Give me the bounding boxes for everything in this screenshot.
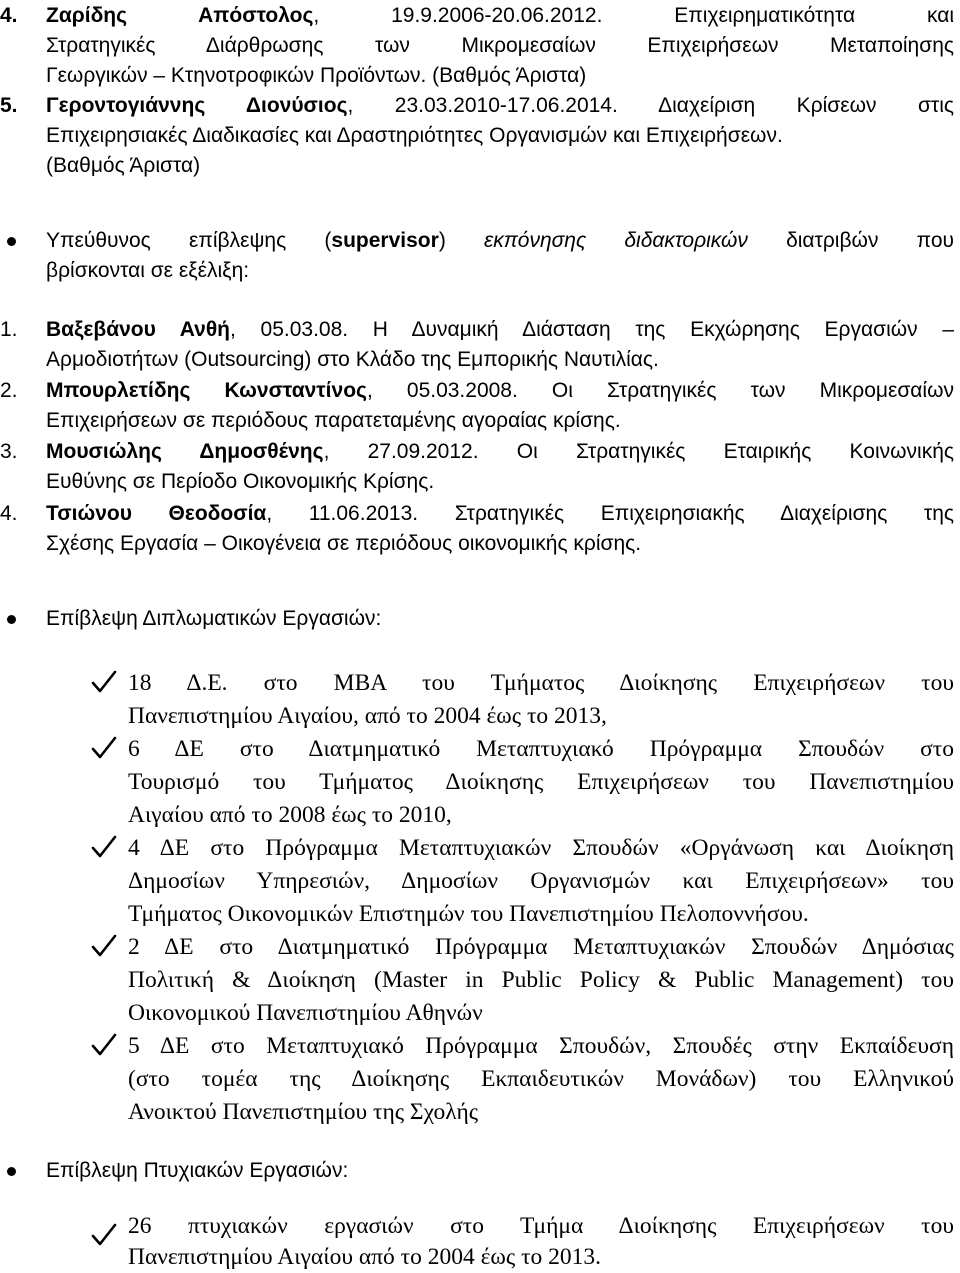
checkmark-icon bbox=[91, 1223, 117, 1247]
student-name: Βαξεβάνου Ανθή bbox=[46, 318, 230, 341]
list-item: 4 ΔΕ στο Πρόγραμμα Μεταπτυχιακών Σπουδών «Οργάνωση και Διοίκηση bbox=[128, 835, 954, 861]
list-item-continuation: Στρατηγικές Διάρθρωσης των Μικρομεσαίων Επιχειρήσεων Μεταποίησης bbox=[46, 34, 954, 57]
list-item: 6 ΔΕ στο Διατμηματικό Μεταπτυχιακό Πρόγραμμα Σπουδών στο bbox=[128, 736, 954, 762]
checkmark-icon bbox=[91, 934, 117, 958]
list-item-continuation: Πανεπιστημίου Αιγαίου από το 2004 έως το 2013. bbox=[128, 1244, 602, 1270]
student-name: Μουσιώλης Δημοσθένης bbox=[46, 440, 324, 463]
list-item-continuation: Πανεπιστημίου Αιγαίου, από το 2004 έως το 2013, bbox=[128, 703, 607, 729]
student-name: Τσιώνου Θεοδοσία bbox=[46, 502, 267, 525]
list-item-continuation: Αρμοδιοτήτων (Outsourcing) στο Κλάδο της Εμπορικής Ναυτιλίας. bbox=[46, 348, 659, 371]
list-item-continuation: Ανοικτού Πανεπιστημίου της Σχολής bbox=[128, 1099, 479, 1125]
checkmark-icon bbox=[91, 670, 117, 694]
section-heading-supervisor: Υπεύθυνος επίβλεψης (supervisor) εκπόνησης διδακτορικών διατριβών που bbox=[46, 229, 954, 252]
checkmark-icon bbox=[91, 1033, 117, 1057]
list-number: 1. bbox=[0, 318, 18, 341]
list-number: 3. bbox=[0, 440, 18, 463]
list-item: 2 ΔΕ στο Διατμηματικό Πρόγραμμα Μεταπτυχιακών Σπουδών Δημόσιας bbox=[128, 934, 954, 960]
bullet-icon bbox=[7, 1167, 16, 1176]
bullet-icon bbox=[7, 615, 16, 624]
student-name: Γεροντογιάννης Διονύσιος bbox=[46, 94, 348, 117]
list-item: Γεροντογιάννης Διονύσιος, 23.03.2010-17.06.2014. Διαχείριση Κρίσεων στις bbox=[46, 94, 955, 117]
list-item: 18 Δ.Ε. στο ΜΒΑ του Τμήματος Διοίκησης Επιχειρήσεων του bbox=[128, 670, 954, 696]
list-item-continuation: Ευθύνης σε Περίοδο Οικονομικής Κρίσης. bbox=[46, 470, 435, 493]
list-item: 26 πτυχιακών εργασιών στο Τμήμα Διοίκησης Επιχειρήσεων του bbox=[128, 1213, 954, 1239]
list-item-continuation: Αιγαίου από το 2008 έως το 2010, bbox=[128, 802, 452, 828]
list-item-continuation: (στο τομέα της Διοίκησης Εκπαιδευτικών Μονάδων) του Ελληνικού bbox=[128, 1066, 954, 1092]
list-item-continuation: Τμήματος Οικονομικών Επιστημών του Πανεπιστημίου Πελοποννήσου. bbox=[128, 901, 809, 927]
list-item-continuation: Οικονομικού Πανεπιστημίου Αθηνών bbox=[128, 1000, 483, 1026]
section-heading-continuation: βρίσκονται σε εξέλιξη: bbox=[46, 259, 250, 282]
list-item: 5 ΔΕ στο Μεταπτυχιακό Πρόγραμμα Σπουδών, Σπουδές στην Εκπαίδευση bbox=[128, 1033, 954, 1059]
list-item-continuation: Επιχειρησιακές Διαδικασίες και Δραστηριότητες Οργανισμών και Επιχειρήσεων. bbox=[46, 124, 783, 147]
list-item: Ζαρίδης Απόστολος, 19.9.2006-20.06.2012. Επιχειρηματικότητα και bbox=[46, 4, 954, 27]
list-item: Βαξεβάνου Ανθή, 05.03.08. Η Δυναμική Διάσταση της Εκχώρησης Εργασιών – bbox=[46, 318, 954, 341]
list-item-continuation: Τουρισμό του Τμήματος Διοίκησης Επιχειρήσεων του Πανεπιστημίου bbox=[128, 769, 954, 795]
list-number: 2. bbox=[0, 379, 18, 402]
list-item-continuation: Γεωργικών – Κτηνοτροφικών Προϊόντων. (Βαθμός Άριστα) bbox=[46, 64, 587, 87]
checkmark-icon bbox=[91, 736, 117, 760]
list-number: 4. bbox=[0, 4, 18, 27]
list-item-continuation: Δημοσίων Υπηρεσιών, Δημοσίων Οργανισμών και Επιχειρήσεων» του bbox=[128, 868, 954, 894]
student-name: Μπουρλετίδης Κωνσταντίνος bbox=[46, 379, 367, 402]
list-number: 5. bbox=[0, 94, 18, 117]
section-heading-diploma: Επίβλεψη Διπλωματικών Εργασιών: bbox=[46, 607, 382, 630]
list-item-continuation: Επιχειρήσεων σε περιόδους παρατεταμένης αγοραίας κρίσης. bbox=[46, 409, 621, 432]
list-item: Μπουρλετίδης Κωνσταντίνος, 05.03.2008. Οι Στρατηγικές των Μικρομεσαίων bbox=[46, 379, 954, 402]
student-name: Ζαρίδης Απόστολος bbox=[46, 4, 314, 27]
list-item-continuation: (Βαθμός Άριστα) bbox=[46, 154, 201, 177]
list-item: Τσιώνου Θεοδοσία, 11.06.2013. Στρατηγικές Επιχειρησιακής Διαχείρισης της bbox=[46, 502, 955, 525]
bullet-icon bbox=[7, 237, 16, 246]
list-item-continuation: Πολιτική & Διοίκηση (Master in Public Policy & Public Management) του bbox=[128, 967, 954, 993]
checkmark-icon bbox=[91, 835, 117, 859]
section-heading-undergrad: Επίβλεψη Πτυχιακών Εργασιών: bbox=[46, 1159, 349, 1182]
list-item-continuation: Σχέσης Εργασία – Οικογένεια σε περιόδους οικονομικής κρίσης. bbox=[46, 532, 642, 555]
list-number: 4. bbox=[0, 502, 18, 525]
list-item: Μουσιώλης Δημοσθένης, 27.09.2012. Οι Στρατηγικές Εταιρικής Κοινωνικής bbox=[46, 440, 955, 463]
